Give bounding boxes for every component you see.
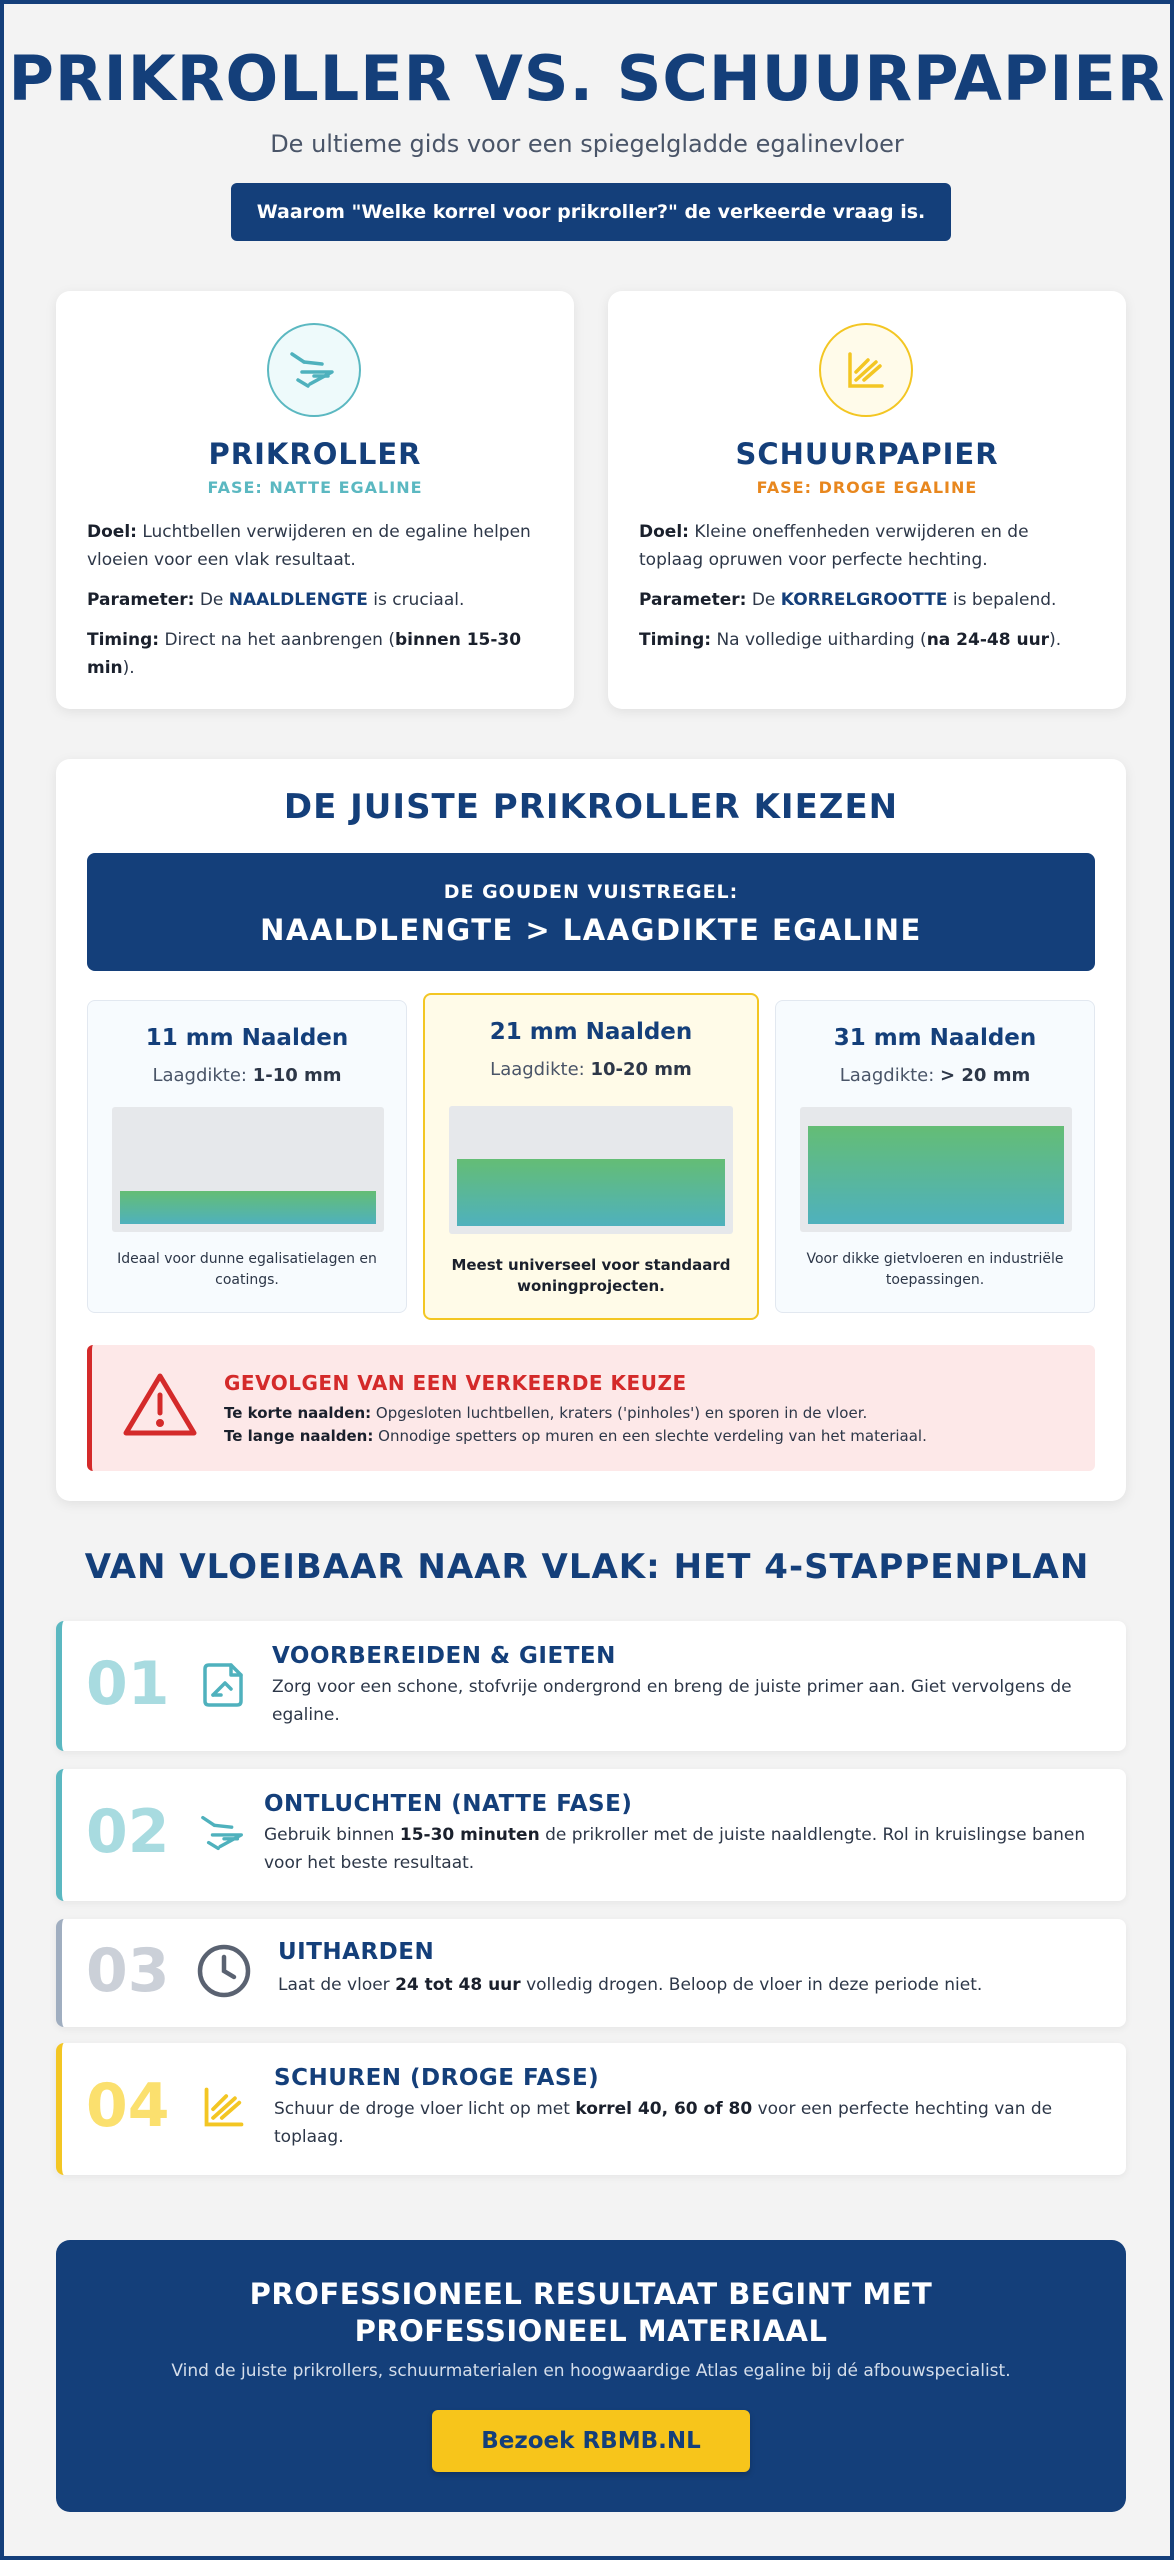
parameter-line: Parameter: De NAALDLENGTE is cruciaal.	[87, 590, 465, 610]
steps-section-title: VAN VLOEIBAAR NAAR VLAK: HET 4-STAPPENPLAN	[84, 1547, 1090, 1587]
step-text: Zorg voor een schone, stofvrije ondergrond en breng de juiste primer aan. Giet vervolgens de egaline.	[272, 1677, 1072, 1725]
step-number: 01	[86, 1649, 170, 1719]
prikroller-card	[56, 291, 574, 709]
card-phase: FASE: NATTE EGALINE	[207, 478, 423, 497]
card-title: PRIKROLLER	[208, 437, 422, 471]
page-title: PRIKROLLER VS. SCHUURPAPIER	[8, 42, 1166, 115]
step-03	[56, 1919, 1126, 2027]
step-title: ONTLUCHTEN (NATTE FASE)	[264, 1791, 633, 1817]
schuurpapier-card	[608, 291, 1126, 709]
needle-note: Voor dikke gietvloeren en industriële toepassingen.	[806, 1251, 1064, 1288]
needle-note: Meest universeel voor standaard woningprojecten.	[451, 1256, 731, 1295]
question-banner: Waarom "Welke korrel voor prikroller?" de verkeerde vraag is.	[231, 183, 951, 241]
clock-icon	[196, 1943, 252, 1999]
goal-line: Doel: Kleine oneffenheden verwijderen en de toplaag opruwen voor perfecte hechting.	[639, 522, 1029, 570]
needle-title: 21 mm Naalden	[489, 1019, 693, 1045]
step-number: 03	[86, 1936, 170, 2006]
step-04	[56, 2043, 1126, 2175]
timing-line: Timing: Direct na het aanbrengen (binnen 15-30 min).	[87, 630, 522, 678]
step-number: 04	[86, 2071, 170, 2141]
step-text: Gebruik binnen 15-30 minuten de prikroller met de juiste naaldlengte. Rol in kruislingse banen voor het beste resultaat.	[264, 1825, 1086, 1873]
cta-banner	[56, 2240, 1126, 2512]
warning-title: GEVOLGEN VAN EEN VERKEERDE KEUZE	[224, 1371, 687, 1395]
sanding-icon	[196, 2079, 252, 2135]
card-title: SCHUURPAPIER	[735, 437, 999, 471]
warning-short-needles: Te korte naalden: Opgesloten luchtbellen, kraters ('pinholes') en sporen in de vloer.	[224, 1404, 868, 1422]
step-number: 02	[86, 1797, 170, 1867]
roller-icon	[196, 1805, 252, 1861]
thickness-gauge	[800, 1107, 1072, 1232]
needle-thickness: Laagdikte: 10-20 mm	[490, 1059, 692, 1080]
cta-title: PROFESSIONEEL RESULTAAT BEGINT MET PROFESSIONEEL MATERIAAL	[249, 2277, 933, 2348]
step-title: UITHARDEN	[278, 1939, 435, 1965]
card-phase: FASE: DROGE EGALINE	[756, 478, 978, 497]
step-title: SCHUREN (DROGE FASE)	[274, 2065, 600, 2091]
needle-option-21mm	[423, 993, 759, 1320]
rule-label: DE GOUDEN VUISTREGEL:	[443, 881, 739, 903]
needle-selection-section	[56, 759, 1126, 1501]
section-title: DE JUISTE PRIKROLLER KIEZEN	[283, 787, 899, 827]
goal-line: Doel: Luchtbellen verwijderen en de egaline helpen vloeien voor een vlak resultaat.	[87, 522, 531, 570]
visit-rbmb-button[interactable]: Bezoek RBMB.NL	[432, 2410, 750, 2472]
needle-option-31mm	[775, 1000, 1095, 1313]
page-subtitle: De ultieme gids voor een spiegelgladde egalinevloer	[270, 130, 904, 158]
gauge-fill	[120, 1191, 376, 1224]
step-text: Schuur de droge vloer licht op met korrel 40, 60 of 80 voor een perfecte hechting van de toplaag.	[274, 2099, 1053, 2147]
gauge-fill	[808, 1126, 1064, 1224]
rule-text: NAALDLENGTE > LAAGDIKTE EGALINE	[260, 913, 922, 947]
needle-thickness: Laagdikte: 1-10 mm	[152, 1065, 342, 1086]
needle-option-11mm	[87, 1000, 407, 1313]
needle-title: 31 mm Naalden	[833, 1025, 1037, 1051]
warning-long-needles: Te lange naalden: Onnodige spetters op muren en een slechte verdeling van het materiaal.	[224, 1427, 927, 1445]
step-01	[56, 1621, 1126, 1751]
thickness-gauge	[449, 1106, 733, 1234]
needle-thickness: Laagdikte: > 20 mm	[839, 1065, 1031, 1086]
warning-icon	[122, 1371, 198, 1441]
golden-rule-box	[87, 853, 1095, 971]
timing-line: Timing: Na volledige uitharding (na 24-48 uur).	[639, 630, 1062, 650]
cta-subtitle: Vind de juiste prikrollers, schuurmaterialen en hoogwaardige Atlas egaline bij dé afbouwspecialist.	[171, 2361, 1011, 2381]
thickness-gauge	[112, 1107, 384, 1232]
step-text: Laat de vloer 24 tot 48 uur volledig drogen. Beloop de vloer in deze periode niet.	[278, 1975, 983, 1995]
warning-box	[87, 1345, 1095, 1471]
needle-title: 11 mm Naalden	[145, 1025, 349, 1051]
parameter-line: Parameter: De KORRELGROOTTE is bepalend.	[639, 590, 1057, 610]
pour-icon	[196, 1657, 252, 1713]
needle-note: Ideaal voor dunne egalisatielagen en coatings.	[117, 1251, 377, 1288]
sanding-icon	[819, 323, 913, 417]
step-02	[56, 1769, 1126, 1901]
gauge-fill	[457, 1159, 725, 1226]
roller-icon	[267, 323, 361, 417]
step-title: VOORBEREIDEN & GIETEN	[272, 1643, 616, 1669]
